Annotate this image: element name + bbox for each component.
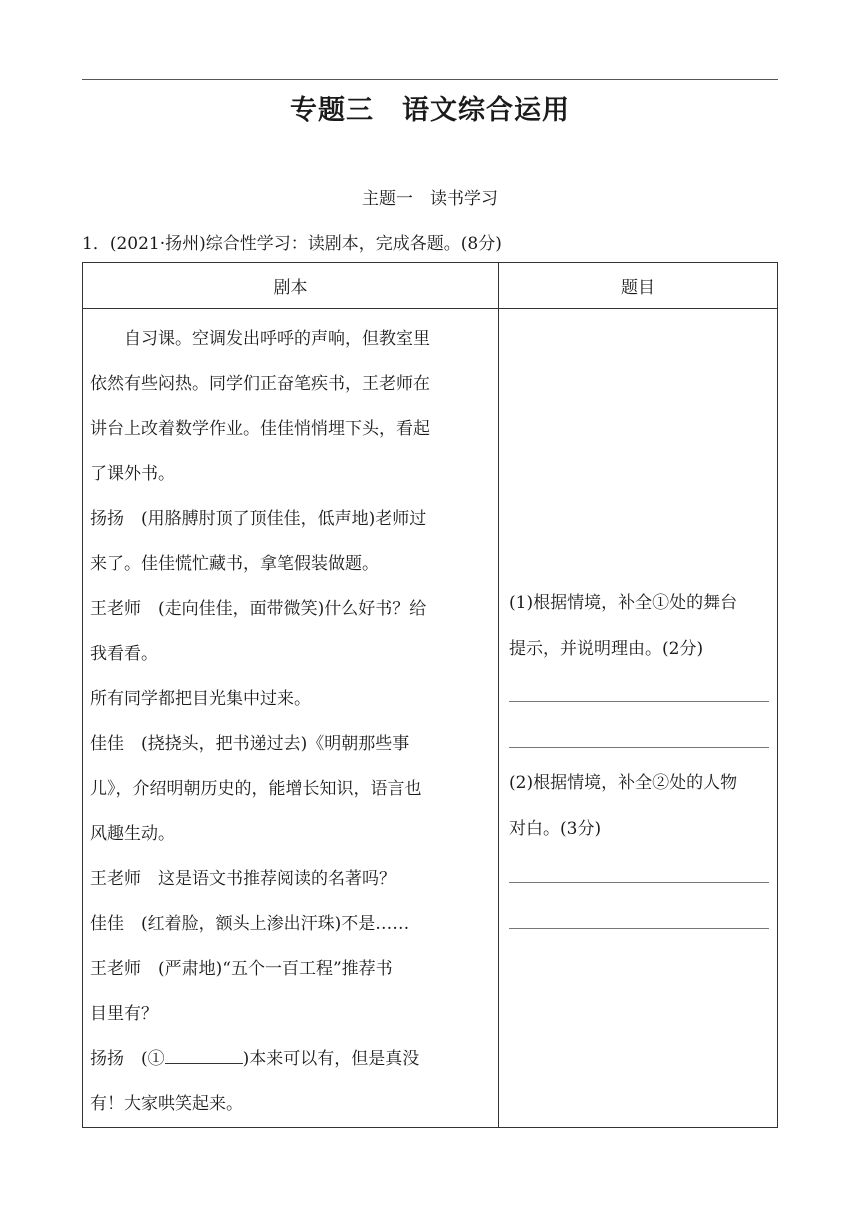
- q1-line-1: (1)根据情境，补全①处的舞台: [509, 593, 738, 613]
- q1-line-2: 提示，并说明理由。(2分): [509, 639, 704, 659]
- script-line: 自习课。空调发出呼呼的声响，但教室里: [124, 329, 430, 349]
- header-rule: [82, 79, 778, 80]
- script-line-blank: [90, 1037, 490, 1082]
- script-line: 佳佳 (红着脸，额头上渗出汗珠)不是……: [90, 914, 410, 934]
- script-line: 佳佳 (挠挠头，把书递过去)《明朝那些事: [90, 734, 410, 754]
- script-line: 讲台上改着数学作业。佳佳悄悄埋下头，看起: [90, 419, 430, 439]
- fill-in-blank-1[interactable]: [165, 1045, 243, 1064]
- script-question-table: [82, 262, 778, 1128]
- script-line: 目里有？: [90, 1004, 158, 1024]
- section-subtitle: 主题一 读书学习: [362, 189, 498, 209]
- script-line: 王老师 (走向佳佳，面带微笑)什么好书？给: [90, 599, 427, 619]
- questions-cell: [499, 309, 778, 1128]
- script-text: [83, 309, 498, 1127]
- script-line: 有！大家哄笑起来。: [90, 1094, 243, 1114]
- script-line: 来了。佳佳慌忙藏书，拿笔假装做题。: [90, 554, 379, 574]
- script-line: 依然有些闷热。同学们正奋笔疾书，王老师在: [90, 374, 430, 394]
- q2-line-2: 对白。(3分): [509, 819, 602, 839]
- table-header-row: [83, 263, 778, 309]
- blank-prefix: 扬扬 (①: [90, 1049, 165, 1069]
- script-cell: [83, 309, 499, 1128]
- answer-line-q2b[interactable]: [509, 928, 769, 929]
- answer-line-q2a[interactable]: [509, 882, 769, 883]
- answer-line-q1a[interactable]: [509, 701, 769, 702]
- script-line: 儿》，介绍明朝历史的，能增长知识，语言也: [90, 779, 422, 799]
- script-line: 王老师 这是语文书推荐阅读的名著吗？: [90, 869, 396, 889]
- page-title: 专题三 语文综合运用: [290, 95, 570, 126]
- table-body-row: [83, 309, 778, 1128]
- script-line: 王老师 (严肃地)“五个一百工程”推荐书: [90, 959, 393, 979]
- header-script: 剧本: [83, 263, 499, 309]
- answer-line-q1b[interactable]: [509, 747, 769, 748]
- script-line: 了课外书。: [90, 464, 175, 484]
- script-line: 扬扬 (用胳膊肘顶了顶佳佳，低声地)老师过: [90, 509, 427, 529]
- script-line: 风趣生动。: [90, 824, 175, 844]
- header-questions: 题目: [499, 263, 778, 309]
- script-line: 我看看。: [90, 644, 158, 664]
- question-stem: 1．(2021·扬州)综合性学习：读剧本，完成各题。(8分): [82, 234, 502, 254]
- q2-line-1: (2)根据情境，补全②处的人物: [509, 773, 738, 793]
- blank-suffix: )本来可以有，但是真没: [242, 1049, 420, 1069]
- script-line: 所有同学都把目光集中过来。: [90, 689, 311, 709]
